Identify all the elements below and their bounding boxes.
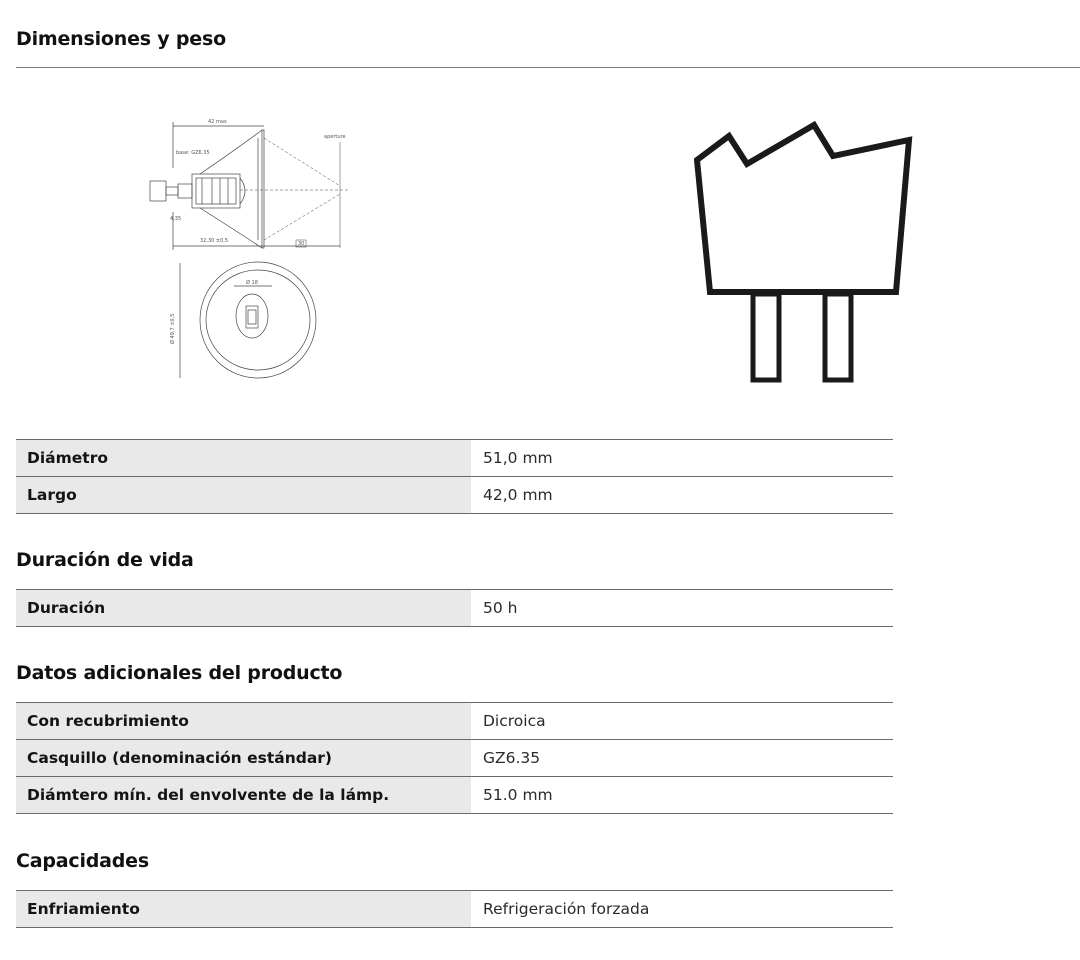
dim-length-label: 42 max	[208, 119, 227, 125]
lamp-base-symbol-icon	[690, 118, 915, 386]
table-row	[16, 703, 893, 740]
table-row	[16, 740, 893, 777]
row-label: Largo	[16, 477, 471, 514]
table-row	[16, 477, 893, 514]
table-row	[16, 440, 893, 477]
row-label: Diámetro	[16, 440, 471, 477]
dim-base-label: 32,30 ±0,5	[200, 238, 229, 244]
row-label: Diámtero mín. del envolvente de la lámp.	[16, 777, 471, 814]
table-row	[16, 777, 893, 814]
table-row	[16, 590, 893, 627]
section-title-capabilities: Capacidades	[16, 850, 149, 872]
row-label: Casquillo (denominación estándar)	[16, 740, 471, 777]
dim-small-label: 4,35	[170, 216, 182, 222]
row-label: Con recubrimiento	[16, 703, 471, 740]
section-divider	[16, 67, 1080, 68]
row-value: GZ6.35	[471, 740, 893, 777]
dim-outer-diameter-label: Ø 49,7 ±0,5	[170, 313, 176, 344]
dim-aperture-label: 30	[298, 241, 305, 247]
lamp-technical-drawing	[140, 108, 370, 388]
additional-table	[16, 702, 893, 814]
lifetime-table	[16, 589, 893, 627]
base-label: base: GZ6.35	[176, 150, 210, 156]
row-value: 50 h	[471, 590, 893, 627]
row-value: Refrigeración forzada	[471, 891, 893, 928]
row-label: Duración	[16, 590, 471, 627]
row-value: 51.0 mm	[471, 777, 893, 814]
row-value: 51,0 mm	[471, 440, 893, 477]
section-title-lifetime: Duración de vida	[16, 549, 194, 571]
dim-inner-diameter-label: Ø 18	[246, 280, 258, 286]
row-value: Dicroica	[471, 703, 893, 740]
row-label: Enfriamiento	[16, 891, 471, 928]
capabilities-table	[16, 890, 893, 928]
row-value: 42,0 mm	[471, 477, 893, 514]
dimensions-table	[16, 439, 893, 514]
section-title-dimensions: Dimensiones y peso	[16, 28, 226, 50]
section-title-additional: Datos adicionales del producto	[16, 662, 343, 684]
table-row	[16, 891, 893, 928]
aperture-label: aperture	[324, 134, 346, 140]
